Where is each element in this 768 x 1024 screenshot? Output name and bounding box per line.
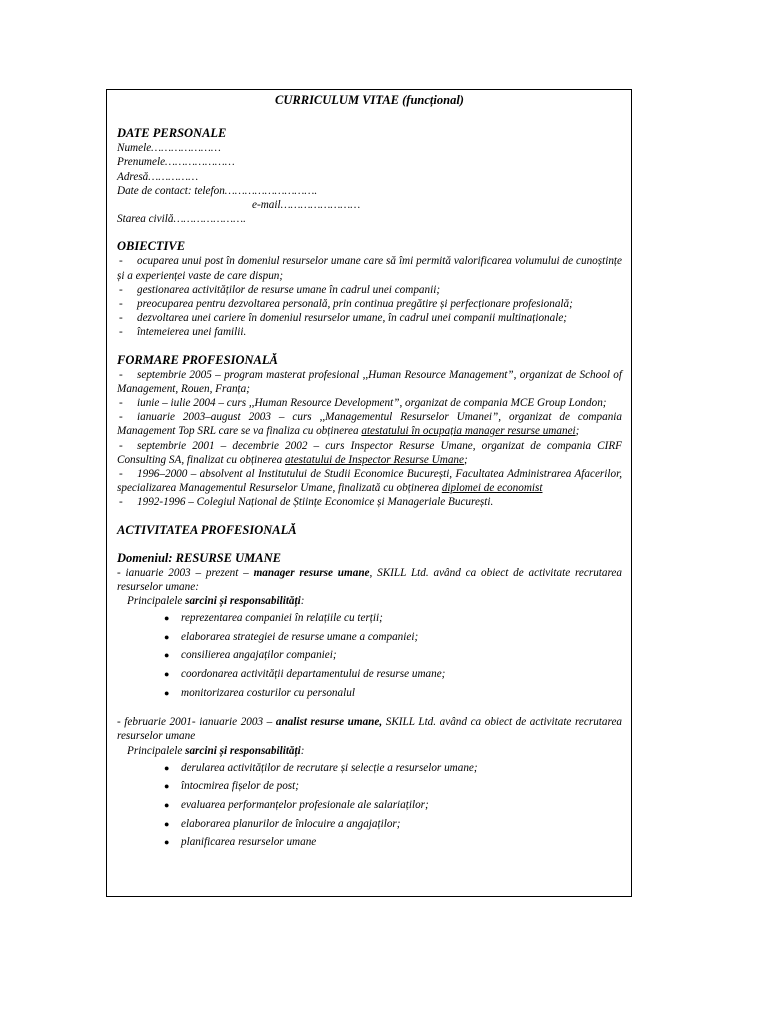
training-item: - septembrie 2005 – program masterat profesional ,,Human Resource Management”, organizat de School of Management, Rouen, Franța; bbox=[117, 368, 622, 395]
list-item: ● coordonarea activității departamentului de resurse umane; bbox=[164, 665, 622, 684]
list-item: ● evaluarea performanțelor profesionale ale salariaților; bbox=[164, 796, 622, 815]
section-heading-objectives: OBIECTIVE bbox=[117, 239, 186, 254]
section-heading-training: FORMARE PROFESIONALĂ bbox=[117, 352, 278, 367]
field-phone: Date de contact: telefon………………………. bbox=[117, 184, 318, 197]
job-entry: - februarie 2001- ianuarie 2003 – analist resurse umane, SKILL Ltd. având ca obiect de activitate recrutarea resurselor umane bbox=[117, 716, 622, 743]
job-tasks-list bbox=[117, 609, 622, 702]
field-name: Numele………………… bbox=[117, 142, 221, 155]
field-address: Adresă…………… bbox=[117, 170, 199, 183]
objective-item: - preocuparea pentru dezvoltarea personală, prin continua pregătire și perfecționare profesională; bbox=[119, 298, 573, 311]
training-item: - iunie – iulie 2004 – curs ,,Human Resource Development”, organizat de compania MCE Group London; bbox=[119, 397, 607, 410]
training-item: - septembrie 2001 – decembrie 2002 – curs Inspector Resurse Umane, organizat de compania CIRF Consulting SA, finalizat cu obținerea atestatului de Inspector Resurse Umane; bbox=[117, 439, 622, 466]
job-entry: - ianuarie 2003 – prezent – manager resurse umane, SKILL Ltd. având ca obiect de activitate recrutarea resurselor umane: bbox=[117, 566, 622, 593]
field-email: e-mail…………………… bbox=[252, 199, 361, 212]
job-tasks-list bbox=[117, 759, 622, 852]
objective-item: - întemeierea unei familii. bbox=[119, 326, 247, 339]
list-item: ● monitorizarea costurilor cu personalul bbox=[164, 684, 622, 703]
training-item: - 1992-1996 – Colegiul Național de Științe Economice și Manageriale București. bbox=[119, 496, 494, 509]
cv-page bbox=[106, 89, 632, 897]
section-heading-activity: ACTIVITATEA PROFESIONALĂ bbox=[117, 522, 297, 537]
objective-item: - gestionarea activităților de resurse umane în cadrul unei companii; bbox=[119, 283, 441, 296]
list-item: ● reprezentarea companiei în relațiile cu terții; bbox=[164, 609, 622, 628]
job-tasks-label: Principalele sarcini și responsabilități: bbox=[127, 595, 305, 608]
job-tasks-label: Principalele sarcini și responsabilități: bbox=[127, 744, 305, 757]
field-civil-status: Starea civilă…………………. bbox=[117, 213, 246, 226]
list-item: ● derularea activităților de recrutare și selecție a resurselor umane; bbox=[164, 759, 622, 778]
training-item: - 1996–2000 – absolvent al Institutului de Studii Economice București, Facultatea Administrarea Afacerilor, specializarea Managementul Resurselor Umane, finalizată cu obținerea diplomei de economist bbox=[117, 468, 622, 495]
list-item: ● consilierea angajaților companiei; bbox=[164, 646, 622, 665]
list-item: ● întocmirea fișelor de post; bbox=[164, 777, 622, 796]
list-item: ● elaborarea planurilor de înlocuire a angajaților; bbox=[164, 815, 622, 834]
objective-item: - dezvoltarea unei cariere în domeniul resurselor umane, în cadrul unei companii multinaționale; bbox=[119, 312, 568, 325]
domain-heading: Domeniul: RESURSE UMANE bbox=[117, 550, 281, 565]
field-surname: Prenumele………………… bbox=[117, 156, 235, 169]
section-heading-personal: DATE PERSONALE bbox=[117, 126, 227, 141]
objective-item: - ocuparea unui post în domeniul resurselor umane care să îmi permită valorificarea volumului de cunoștințe și a experienței vaste de care dispun; bbox=[117, 255, 622, 282]
training-item: - ianuarie 2003–august 2003 – curs ,,Managementul Resurselor Umanei”, organizat de compania Management Top SRL care se va finaliza cu obținerea atestatului în ocupația manager resurse umanei; bbox=[117, 411, 622, 438]
list-item: ● planificarea resurselor umane bbox=[164, 833, 622, 852]
cv-title: CURRICULUM VITAE (funcțional) bbox=[275, 93, 464, 107]
list-item: ● elaborarea strategiei de resurse umane a companiei; bbox=[164, 628, 622, 647]
